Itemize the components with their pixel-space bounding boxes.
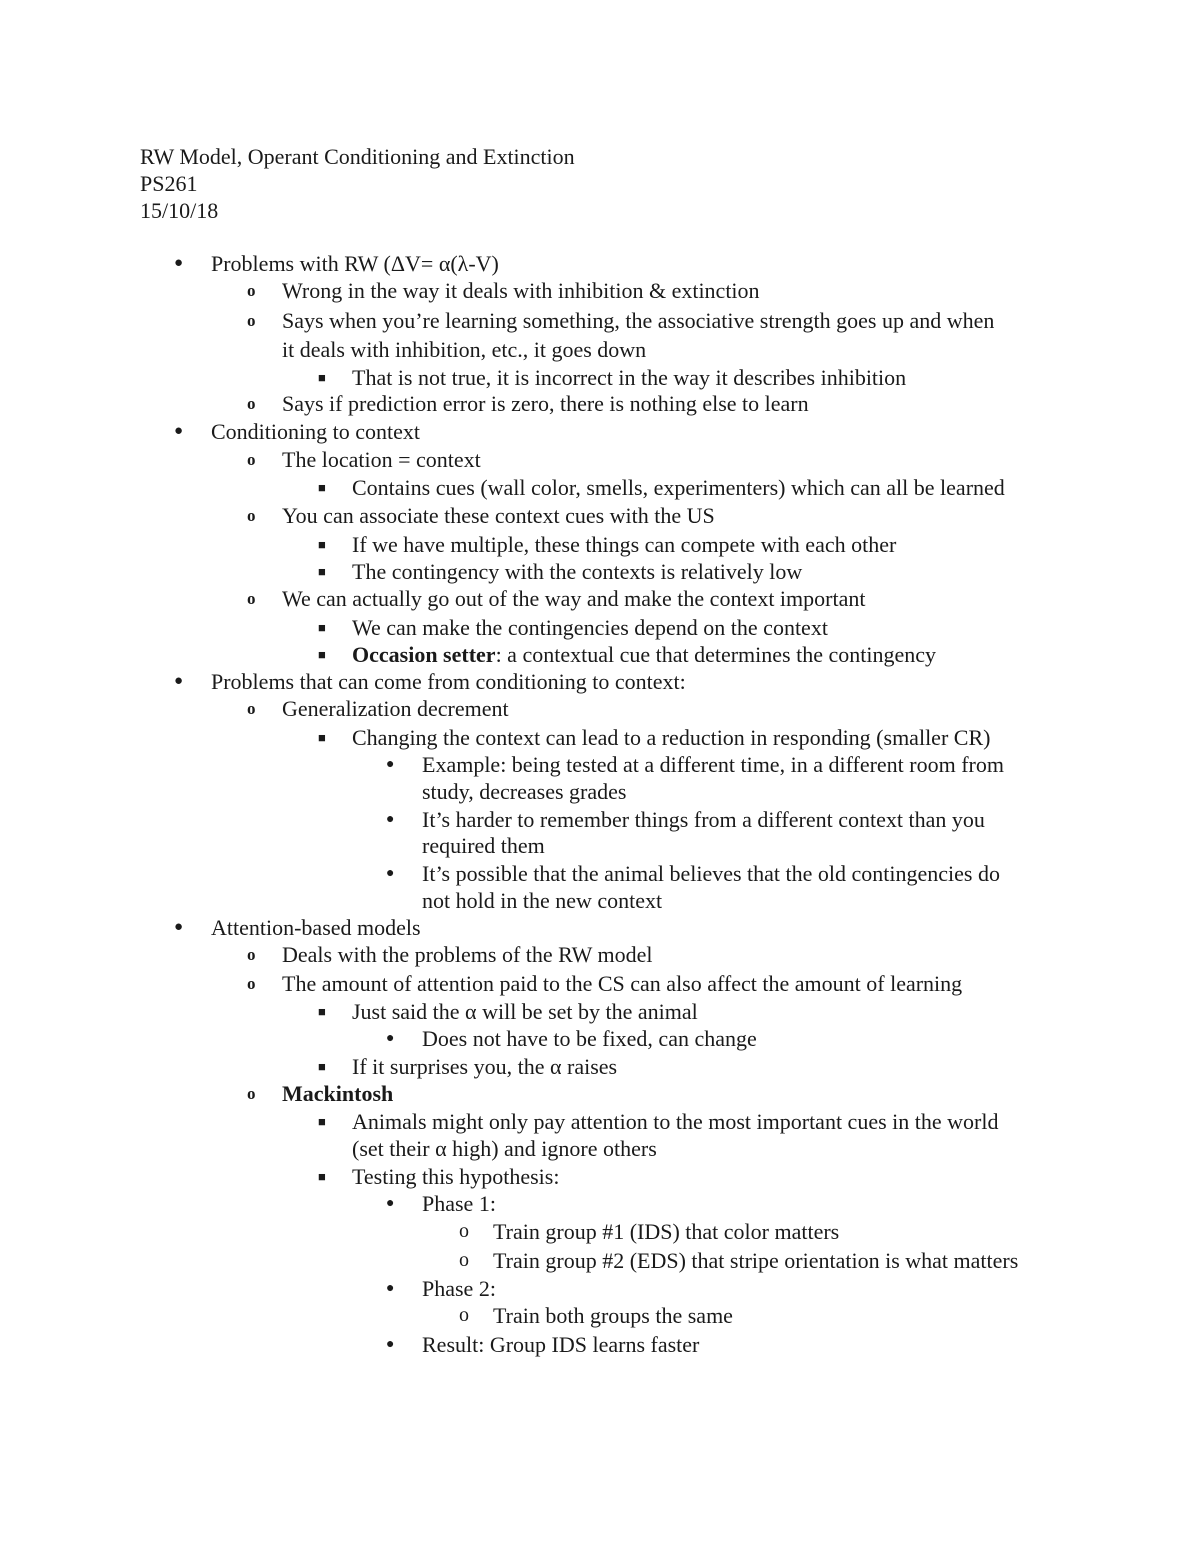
list-item [352, 1108, 998, 1135]
list-item-text: Just said the α will be set by the animal [352, 999, 698, 1024]
list-item-text: You can associate these context cues with the US [282, 503, 715, 528]
list-item [493, 1247, 1018, 1274]
list-item-text: We can actually go out of the way and make the context important [282, 586, 866, 611]
list-item-text: Result: Group IDS learns faster [422, 1332, 700, 1357]
list-item [352, 1053, 617, 1080]
list-item [211, 250, 499, 277]
list-item [352, 1163, 559, 1190]
list-item [422, 1331, 699, 1358]
bullet-marker-level-3: ■ [318, 480, 326, 495]
list-item-text: It’s possible that the animal believes that the old contingencies do [422, 861, 1000, 886]
list-item [352, 558, 802, 585]
bullet-marker-level-2: o [247, 506, 256, 525]
list-item-text: Example: being tested at a different time, in a different room from [422, 752, 1004, 777]
list-item-text: Train group #2 (EDS) that stripe orientation is what matters [493, 1248, 1019, 1273]
bullet-marker-level-4: ● [386, 1196, 395, 1211]
list-item-text: If it surprises you, the α raises [352, 1054, 618, 1079]
bullet-marker-level-2: o [247, 699, 256, 718]
bullet-marker-level-5: o [459, 1249, 469, 1271]
bullet-marker-level-4: ● [386, 1031, 395, 1046]
list-item-text: Contains cues (wall color, smells, experimenters) which can all be learned [352, 475, 1005, 500]
list-item [352, 641, 936, 668]
list-item-text: Testing this hypothesis: [352, 1164, 560, 1189]
bullet-marker-level-4: ● [386, 1281, 395, 1296]
list-item [282, 390, 809, 417]
list-item-text: it deals with inhibition, etc., it goes down [282, 337, 647, 362]
list-item-continuation [422, 887, 662, 914]
bullet-marker-level-3: ■ [318, 730, 326, 745]
bullet-marker-level-3: ■ [318, 1169, 326, 1184]
list-item-text: Phase 1: [422, 1191, 496, 1216]
bullet-marker-level-2: o [247, 1084, 256, 1103]
bullet-marker-level-3: ■ [318, 1114, 326, 1129]
bullet-marker-level-3: ■ [318, 620, 326, 635]
list-item [282, 585, 865, 612]
document-title: RW Model, Operant Conditioning and Extinction [140, 144, 575, 169]
list-item-text: Train both groups the same [493, 1303, 733, 1328]
list-item [282, 1080, 393, 1107]
list-item-continuation [282, 336, 646, 363]
list-item [422, 1275, 496, 1302]
list-item [282, 695, 509, 722]
list-item [352, 998, 698, 1025]
list-item [422, 1025, 757, 1052]
list-item-text: That is not true, it is incorrect in the way it describes inhibition [352, 365, 907, 390]
list-item-text: : a contextual cue that determines the contingency [495, 642, 937, 667]
bullet-marker-level-5: o [459, 1220, 469, 1242]
bold-term: Occasion setter [352, 642, 496, 667]
list-item [352, 474, 1005, 501]
list-item-text: We can make the contingencies depend on the context [352, 615, 828, 640]
list-item-text: Says when you’re learning something, the associative strength goes up and when [282, 308, 995, 333]
list-item [493, 1218, 839, 1245]
list-item [352, 614, 828, 641]
list-item [211, 418, 420, 445]
list-item [282, 941, 652, 968]
bullet-marker-level-1: ● [174, 423, 184, 439]
list-item-text: not hold in the new context [422, 888, 663, 913]
list-item [422, 751, 1004, 778]
list-item-continuation [352, 1135, 657, 1162]
list-item-text: required them [422, 833, 545, 858]
document-date: 15/10/18 [140, 198, 219, 223]
bullet-marker-level-2: o [247, 450, 256, 469]
list-item [352, 724, 990, 751]
list-item [422, 1190, 496, 1217]
list-item [352, 364, 906, 391]
bullet-marker-level-4: ● [386, 866, 395, 881]
list-item-text: The location = context [282, 447, 481, 472]
list-item-text: Phase 2: [422, 1276, 496, 1301]
bullet-marker-level-4: ● [386, 757, 395, 772]
list-item-text: The contingency with the contexts is relatively low [352, 559, 803, 584]
list-item [282, 970, 962, 997]
bullet-marker-level-2: o [247, 945, 256, 964]
bullet-marker-level-3: ■ [318, 537, 326, 552]
list-item [282, 502, 715, 529]
list-item [282, 446, 481, 473]
list-item [422, 806, 985, 833]
list-item-continuation [422, 778, 626, 805]
list-item-text: Says if prediction error is zero, there is nothing else to learn [282, 391, 809, 416]
list-item-text: Conditioning to context [211, 419, 420, 444]
list-item-text: It’s harder to remember things from a different context than you [422, 807, 985, 832]
list-item [282, 307, 994, 334]
list-item-text: Changing the context can lead to a reduction in responding (smaller CR) [352, 725, 991, 750]
bullet-marker-level-1: ● [174, 919, 184, 935]
list-item-text: (set their α high) and ignore others [352, 1136, 657, 1161]
list-item-text: If we have multiple, these things can compete with each other [352, 532, 897, 557]
list-item-text: Problems with RW (ΔV= α(λ-V) [211, 251, 499, 276]
bullet-marker-level-2: o [247, 281, 256, 300]
bullet-marker-level-4: ● [386, 812, 395, 827]
course-code: PS261 [140, 171, 198, 196]
list-item-text: Problems that can come from conditioning to context: [211, 669, 686, 694]
bullet-marker-level-3: ■ [318, 647, 326, 662]
list-item-text: Animals might only pay attention to the most important cues in the world [352, 1109, 999, 1134]
list-item-text: Generalization decrement [282, 696, 509, 721]
bullet-marker-level-2: o [247, 311, 256, 330]
bullet-marker-level-2: o [247, 974, 256, 993]
bullet-marker-level-2: o [247, 394, 256, 413]
list-item-text: The amount of attention paid to the CS can also affect the amount of learning [282, 971, 963, 996]
bullet-marker-level-5: o [459, 1304, 469, 1326]
list-item [422, 860, 1000, 887]
list-item-text: Attention-based models [211, 915, 421, 940]
list-item-continuation [422, 832, 545, 859]
bullet-marker-level-3: ■ [318, 1059, 326, 1074]
list-item [282, 277, 760, 304]
bullet-marker-level-4: ● [386, 1337, 395, 1352]
list-item [211, 668, 686, 695]
list-item-text: study, decreases grades [422, 779, 627, 804]
list-item-text: Does not have to be fixed, can change [422, 1026, 757, 1051]
list-item-text: Deals with the problems of the RW model [282, 942, 653, 967]
list-item [211, 914, 421, 941]
list-item-text: Wrong in the way it deals with inhibition & extinction [282, 278, 760, 303]
bullet-marker-level-2: o [247, 589, 256, 608]
bullet-marker-level-3: ■ [318, 370, 326, 385]
list-item [493, 1302, 733, 1329]
bullet-marker-level-3: ■ [318, 1004, 326, 1019]
bullet-marker-level-3: ■ [318, 564, 326, 579]
list-item-text: Train group #1 (IDS) that color matters [493, 1219, 840, 1244]
bullet-marker-level-1: ● [174, 255, 184, 271]
list-item [352, 531, 896, 558]
bold-term: Mackintosh [282, 1081, 394, 1106]
bullet-marker-level-1: ● [174, 673, 184, 689]
